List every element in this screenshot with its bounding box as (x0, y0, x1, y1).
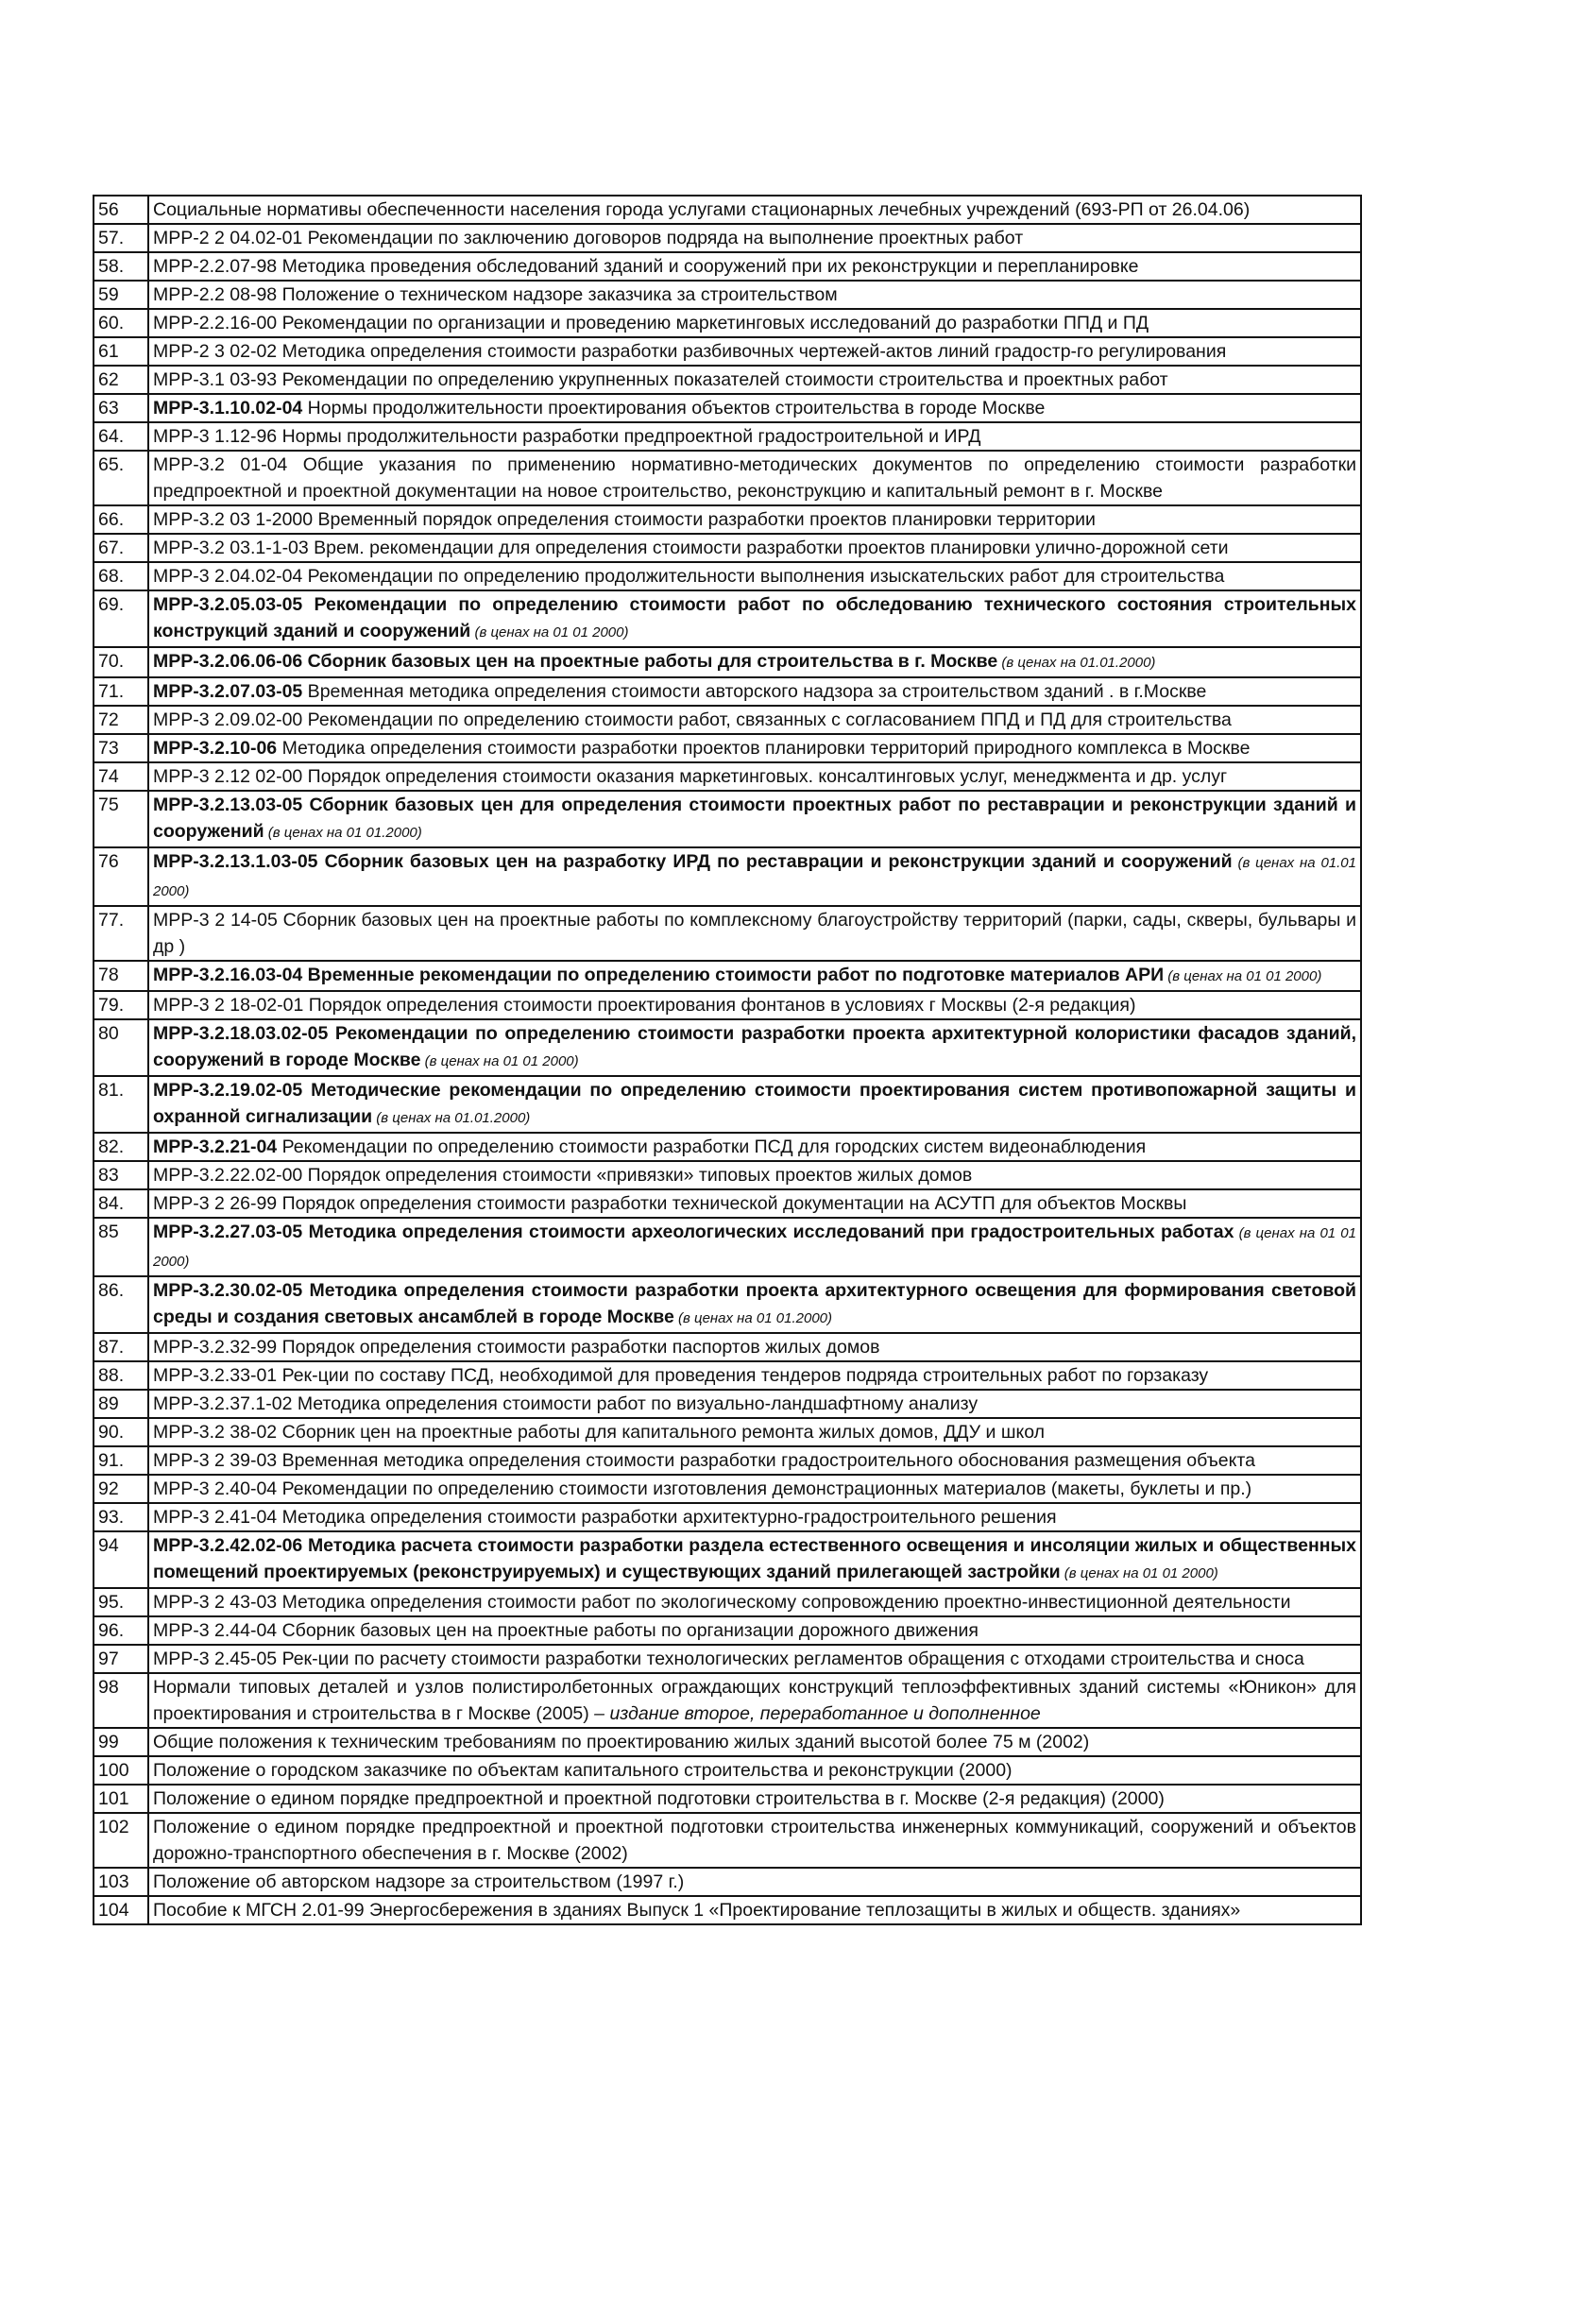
row-text (148, 422, 1361, 451)
table-row (94, 505, 1361, 534)
text-part: Временная методика определения стоимости авторского надзора за строительством зданий . в г.Москве (302, 681, 1207, 702)
row-text (148, 1813, 1361, 1868)
text-part: Положение о едином порядке предпроектной и проектной подготовки строительства инженерных коммуникаций, сооружений и объектов дорожно-транспортного обеспечения в г. Москве (2002) (153, 1817, 1356, 1864)
row-text (148, 366, 1361, 394)
row-number: 100 (94, 1756, 148, 1785)
row-number: 56 (94, 196, 148, 224)
price-note: (в ценах на 01 01 2000) (470, 624, 629, 641)
row-text (148, 1531, 1361, 1588)
row-number: 96. (94, 1616, 148, 1645)
table-row (94, 647, 1361, 677)
row-text (148, 906, 1361, 961)
row-text (148, 762, 1361, 791)
row-text (148, 1728, 1361, 1756)
row-number: 69. (94, 590, 148, 647)
document-page (93, 195, 1360, 1925)
row-text (148, 534, 1361, 562)
table-row (94, 1785, 1361, 1813)
row-text (148, 1868, 1361, 1896)
row-number: 61 (94, 337, 148, 366)
row-number: 91. (94, 1446, 148, 1475)
bold-title: МРР-3.2.10-06 (153, 738, 278, 759)
bold-title: МРР-3.2.19.02-05 Методические рекомендации по определению стоимости проектирования систем противопожарной защиты и охранной сигнализации (153, 1080, 1356, 1127)
row-number: 83 (94, 1161, 148, 1189)
table-row (94, 734, 1361, 762)
table-row (94, 1446, 1361, 1475)
row-text (148, 1333, 1361, 1361)
text-part: МРР-3 2 18-02-01 Порядок определения стоимости проектирования фонтанов в условиях г Москвы (2-я редакция) (153, 995, 1136, 1016)
table-row (94, 394, 1361, 422)
row-number: 94 (94, 1531, 148, 1588)
row-number: 88. (94, 1361, 148, 1390)
table-row (94, 1418, 1361, 1446)
row-number: 89 (94, 1390, 148, 1418)
row-number: 75 (94, 791, 148, 847)
bold-title: МРР-3.2.30.02-05 Методика определения стоимости разработки проекта архитектурного освещения для формирования световой среды и создания световых ансамблей в городе Москве (153, 1280, 1356, 1327)
text-part: Положение об авторском надзоре за строительством (1997 г.) (153, 1871, 685, 1892)
table-row (94, 906, 1361, 961)
text-part: МРР-2.2.16-00 Рекомендации по организации и проведению маркетинговых исследований до разработки ППД и ПД (153, 313, 1149, 333)
row-text (148, 1019, 1361, 1076)
text-part: МРР-3 2 14-05 Сборник базовых цен на проектные работы по комплексному благоустройству территорий (парки, сады, скверы, бульвары и др ) (153, 910, 1356, 957)
table-row (94, 337, 1361, 366)
table-row (94, 309, 1361, 337)
bold-title: МРР-3.2.05.03-05 Рекомендации по определению стоимости работ по обследованию технического состояния строительных конструкций зданий и сооружений (153, 594, 1356, 641)
table-row (94, 590, 1361, 647)
row-text (148, 1276, 1361, 1333)
text-part: МРР-3 2.12 02-00 Порядок определения стоимости оказания маркетинговых. консалтинговых услуг, менеджмента и др. услуг (153, 766, 1228, 787)
row-number: 60. (94, 309, 148, 337)
table-row (94, 1161, 1361, 1189)
price-note: (в ценах на 01.01.2000) (372, 1110, 531, 1126)
row-number: 76 (94, 847, 148, 906)
table-row (94, 1475, 1361, 1503)
row-text (148, 991, 1361, 1019)
row-text (148, 647, 1361, 677)
row-text (148, 961, 1361, 991)
row-text (148, 309, 1361, 337)
row-text (148, 1076, 1361, 1133)
row-number: 102 (94, 1813, 148, 1868)
row-number: 85 (94, 1218, 148, 1276)
text-part: МРР-2.2.07-98 Методика проведения обследований зданий и сооружений при их реконструкции и перепланировке (153, 256, 1139, 277)
table-row (94, 196, 1361, 224)
row-number: 99 (94, 1728, 148, 1756)
row-number: 98 (94, 1673, 148, 1728)
text-part: МРР-2 2 04.02-01 Рекомендации по заключению договоров подряда на выполнение проектных работ (153, 228, 1024, 248)
row-number: 70. (94, 647, 148, 677)
text-part: МРР-3 2.04.02-04 Рекомендации по определению продолжительности выполнения изыскательских работ для строительства (153, 566, 1225, 587)
row-text (148, 1218, 1361, 1276)
table-row (94, 1813, 1361, 1868)
text-part: МРР-3 2.44-04 Сборник базовых цен на проектные работы по организации дорожного движения (153, 1620, 979, 1641)
row-text (148, 734, 1361, 762)
row-text (148, 590, 1361, 647)
text-part: Социальные нормативы обеспеченности населения города услугами стационарных лечебных учреждений (693-РП от 26.04.06) (153, 199, 1251, 220)
row-text (148, 1588, 1361, 1616)
row-text (148, 1896, 1361, 1924)
row-text (148, 1673, 1361, 1728)
table-row (94, 762, 1361, 791)
text-part: МРР-3 2 39-03 Временная методика определения стоимости разработки градостроительного обоснования размещения объекта (153, 1450, 1255, 1471)
row-text (148, 224, 1361, 252)
row-number: 90. (94, 1418, 148, 1446)
row-text (148, 677, 1361, 706)
table-row (94, 1189, 1361, 1218)
text-part: Пособие к МГСН 2.01-99 Энергосбережения в зданиях Выпуск 1 «Проектирование теплозащиты в жилых и обществ. зданиях» (153, 1900, 1241, 1921)
row-number: 86. (94, 1276, 148, 1333)
table-row (94, 451, 1361, 505)
table-row (94, 422, 1361, 451)
table-row (94, 991, 1361, 1019)
row-number: 92 (94, 1475, 148, 1503)
table-row (94, 1276, 1361, 1333)
price-note: (в ценах на 01 01.2000) (264, 825, 422, 841)
row-number: 72 (94, 706, 148, 734)
text-part: Нормали типовых деталей и узлов полистиролбетонных ограждающих конструкций теплоэффективных зданий системы «Юникон» для проектирования и строительства в г Москве (2005) (153, 1677, 1356, 1724)
row-number: 59 (94, 281, 148, 309)
table-row (94, 706, 1361, 734)
row-text (148, 1418, 1361, 1446)
table-row (94, 1673, 1361, 1728)
text-part: МРР-2.2 08-98 Положение о техническом надзоре заказчика за строительством (153, 284, 838, 305)
row-text (148, 791, 1361, 847)
row-text (148, 1133, 1361, 1161)
row-text (148, 1503, 1361, 1531)
price-note: (в ценах на 01.01 2000) (153, 855, 1356, 899)
row-number: 81. (94, 1076, 148, 1133)
table-row (94, 1333, 1361, 1361)
row-number: 97 (94, 1645, 148, 1673)
row-number: 73 (94, 734, 148, 762)
table-row (94, 1218, 1361, 1276)
price-note: (в ценах на 01 01 2000) (153, 1225, 1356, 1270)
price-note: (в ценах на 01 01 2000) (1060, 1565, 1218, 1581)
row-text (148, 1446, 1361, 1475)
table-row (94, 1361, 1361, 1390)
text-part: МРР-3.2 01-04 Общие указания по применению нормативно-методических документов по определению стоимости разработки предпроектной и проектной документации на новое строительство, реконструкцию и капитальный ремонт в г. Москве (153, 454, 1356, 502)
row-text (148, 1390, 1361, 1418)
text-part: МРР-3.1 03-93 Рекомендации по определению укрупненных показателей стоимости строительства и проектных работ (153, 369, 1168, 390)
row-text (148, 706, 1361, 734)
row-number: 101 (94, 1785, 148, 1813)
text-part: Положение о едином порядке предпроектной и проектной подготовки строительства в г. Москве (2-я редакция) (2000) (153, 1788, 1165, 1809)
price-note: (в ценах на 01 01 2000) (1164, 968, 1322, 984)
row-text (148, 1645, 1361, 1673)
row-text (148, 505, 1361, 534)
table-row (94, 1019, 1361, 1076)
table-row (94, 1390, 1361, 1418)
table-row (94, 366, 1361, 394)
regulations-table (93, 195, 1362, 1925)
text-part: МРР-3.2.32-99 Порядок определения стоимости разработки паспортов жилых домов (153, 1337, 880, 1358)
table-row (94, 562, 1361, 590)
table-row (94, 1616, 1361, 1645)
text-part: Рекомендации по определению стоимости разработки ПСД для городских систем видеонаблюдения (277, 1136, 1147, 1157)
table-row (94, 281, 1361, 309)
row-number: 95. (94, 1588, 148, 1616)
bold-title: МРР-3.2.42.02-06 Методика расчета стоимости разработки раздела естественного освещения и инсоляции жилых и общественных помещений проектируемых (реконструируемых) и существующих зданий прилегающей застройки (153, 1535, 1356, 1582)
price-note: (в ценах на 01 01.2000) (673, 1310, 833, 1326)
row-number: 78 (94, 961, 148, 991)
row-number: 58. (94, 252, 148, 281)
text-part: МРР-3.2.22.02-00 Порядок определения стоимости «привязки» типовых проектов жилых домов (153, 1165, 973, 1186)
text-part: МРР-3 2.45-05 Рек-ции по расчету стоимости разработки технологических регламентов обращения с отходами строительства и сноса (153, 1649, 1304, 1669)
row-text (148, 394, 1361, 422)
table-row (94, 252, 1361, 281)
row-number: 63 (94, 394, 148, 422)
text-part: МРР-3.2 03 1-2000 Временный порядок определения стоимости разработки проектов планировки территории (153, 509, 1096, 530)
row-text (148, 252, 1361, 281)
bold-title: МРР-3.2.16.03-04 Временные рекомендации по определению стоимости работ по подготовке материалов АРИ (153, 965, 1165, 985)
text-part: МРР-3 2 43-03 Методика определения стоимости работ по экологическому сопровождению проектно-инвестиционной деятельности (153, 1592, 1291, 1613)
row-text (148, 281, 1361, 309)
bold-title: МРР-3.2.13.1.03-05 Сборник базовых цен на разработку ИРД по реставрации и реконструкции зданий и сооружений (153, 851, 1233, 872)
row-number: 65. (94, 451, 148, 505)
row-number: 80 (94, 1019, 148, 1076)
text-part: МРР-2 3 02-02 Методика определения стоимости разработки разбивочных чертежей-актов линий градостр-го регулирования (153, 341, 1227, 362)
table-row (94, 1588, 1361, 1616)
row-text (148, 1616, 1361, 1645)
row-text (148, 1361, 1361, 1390)
text-part: МРР-3 2 26-99 Порядок определения стоимости разработки технической документации на АСУТП для объектов Москвы (153, 1193, 1187, 1214)
table-row (94, 1076, 1361, 1133)
row-number: 71. (94, 677, 148, 706)
bold-title: МРР-3.2.07.03-05 (153, 681, 303, 702)
row-text (148, 451, 1361, 505)
table-row (94, 1728, 1361, 1756)
row-number: 79. (94, 991, 148, 1019)
row-text (148, 1756, 1361, 1785)
table-row (94, 677, 1361, 706)
price-note: (в ценах на 01.01.2000) (997, 655, 1156, 671)
bold-title: МРР-3.2.18.03.02-05 Рекомендации по определению стоимости разработки проекта архитектурной колористики фасадов зданий, сооружений в городе Москве (153, 1023, 1356, 1070)
text-part: МРР-3.2 03.1-1-03 Врем. рекомендации для определения стоимости разработки проектов планировки улично-дорожной сети (153, 538, 1229, 558)
text-part: Общие положения к техническим требованиям по проектированию жилых зданий высотой более 75 м (2002) (153, 1732, 1090, 1752)
row-number: 77. (94, 906, 148, 961)
table-row (94, 1896, 1361, 1924)
price-note: (в ценах на 01 01 2000) (420, 1053, 579, 1069)
table-row (94, 1756, 1361, 1785)
row-number: 84. (94, 1189, 148, 1218)
text-part: МРР-3.2 38-02 Сборник цен на проектные работы для капитального ремонта жилых домов, ДДУ и школ (153, 1422, 1046, 1443)
bold-title: МРР-3.2.13.03-05 Сборник базовых цен для определения стоимости проектных работ по реставрации и реконструкции зданий и сооружений (153, 795, 1356, 842)
row-text (148, 562, 1361, 590)
row-number: 87. (94, 1333, 148, 1361)
row-text (148, 1785, 1361, 1813)
table-row (94, 1645, 1361, 1673)
text-part: Нормы продолжительности проектирования объектов строительства в городе Москве (302, 398, 1046, 419)
row-number: 104 (94, 1896, 148, 1924)
table-row (94, 847, 1361, 906)
row-text (148, 337, 1361, 366)
text-part: МРР-3 2.09.02-00 Рекомендации по определению стоимости работ, связанных с согласованием ППД и ПД для строительства (153, 709, 1232, 730)
text-part: МРР-3 1.12-96 Нормы продолжительности разработки предпроектной градостроительной и ИРД (153, 426, 981, 447)
row-number: 74 (94, 762, 148, 791)
row-text (148, 1475, 1361, 1503)
table-row (94, 1868, 1361, 1896)
table-row (94, 961, 1361, 991)
bold-title: МРР-3.1.10.02-04 (153, 398, 303, 419)
text-part: Положение о городском заказчике по объектам капитального строительства и реконструкции (2000) (153, 1760, 1013, 1781)
row-text (148, 196, 1361, 224)
row-number: 57. (94, 224, 148, 252)
row-number: 93. (94, 1503, 148, 1531)
row-number: 103 (94, 1868, 148, 1896)
table-row (94, 534, 1361, 562)
table-row (94, 1531, 1361, 1588)
row-number: 67. (94, 534, 148, 562)
text-part: МРР-3.2.37.1-02 Методика определения стоимости работ по визуально-ландшафтному анализу (153, 1393, 979, 1414)
table-body (94, 196, 1361, 1924)
text-part: МРР-3.2.33-01 Рек-ции по составу ПСД, необходимой для проведения тендеров подряда строительных работ по горзаказу (153, 1365, 1209, 1386)
row-number: 68. (94, 562, 148, 590)
bold-title: МРР-3.2.06.06-06 Сборник базовых цен на проектные работы для строительства в г. Москве (153, 651, 998, 672)
bold-title: МРР-3.2.21-04 (153, 1136, 278, 1157)
bold-title: МРР-3.2.27.03-05 Методика определения стоимости археологических исследований при градостроительных работах (153, 1222, 1234, 1242)
table-row (94, 224, 1361, 252)
row-number: 66. (94, 505, 148, 534)
row-text (148, 847, 1361, 906)
row-number: 62 (94, 366, 148, 394)
row-text (148, 1161, 1361, 1189)
row-text (148, 1189, 1361, 1218)
table-row (94, 791, 1361, 847)
table-row (94, 1503, 1361, 1531)
text-part: МРР-3 2.40-04 Рекомендации по определению стоимости изготовления демонстрационных материалов (макеты, буклеты и пр.) (153, 1478, 1252, 1499)
row-number: 82. (94, 1133, 148, 1161)
text-part: Методика определения стоимости разработки проектов планировки территорий природного комплекса в Москве (277, 738, 1251, 759)
text-part: – издание второе, переработанное и дополненное (588, 1703, 1041, 1724)
table-row (94, 1133, 1361, 1161)
text-part: МРР-3 2.41-04 Методика определения стоимости разработки архитектурно-градостроительного решения (153, 1507, 1057, 1528)
row-number: 64. (94, 422, 148, 451)
